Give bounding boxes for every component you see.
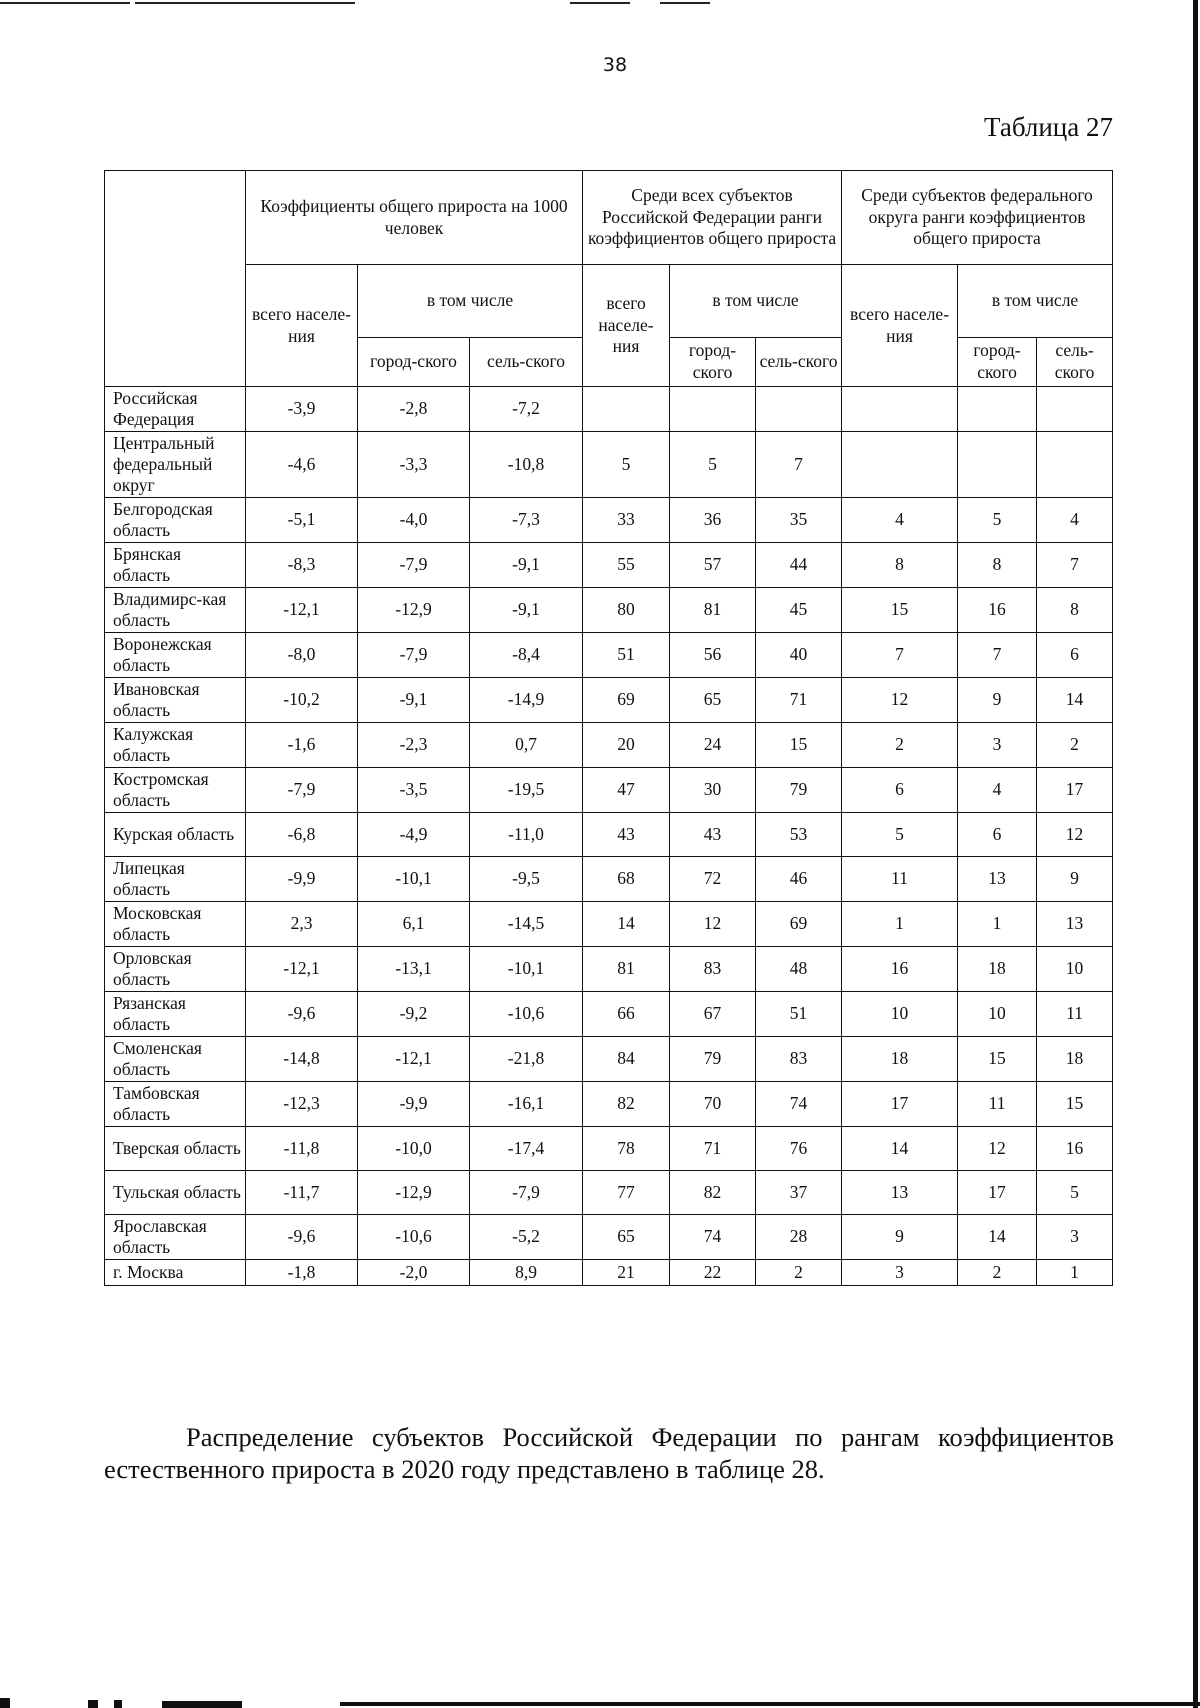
table-cell: 24: [670, 723, 756, 768]
table-cell: 15: [756, 723, 842, 768]
table-cell: 7: [958, 633, 1037, 678]
table-cell: -7,9: [358, 633, 470, 678]
table-cell: 15: [958, 1037, 1037, 1082]
table-cell: [583, 387, 670, 432]
table-cell: 3: [842, 1260, 958, 1286]
table-cell: 33: [583, 498, 670, 543]
table-cell: -9,9: [246, 857, 358, 902]
table-cell: -1,8: [246, 1260, 358, 1286]
header-incl: в том числе: [670, 265, 842, 338]
header-incl: в том числе: [958, 265, 1113, 338]
header-total: всего населе-ния: [583, 265, 670, 387]
table-row: [105, 947, 1113, 992]
table-cell: 16: [958, 588, 1037, 633]
region-name: Тверская область: [105, 1127, 246, 1171]
header-urban: город-ского: [670, 338, 756, 387]
table-cell: 12: [842, 678, 958, 723]
table-cell: 16: [842, 947, 958, 992]
table-row: [105, 498, 1113, 543]
region-name: Костромская область: [105, 768, 246, 813]
table-cell: 4: [958, 768, 1037, 813]
header-rural: сель-ского: [470, 338, 583, 387]
table-cell: 46: [756, 857, 842, 902]
table-cell: 45: [756, 588, 842, 633]
page-number: 38: [602, 54, 628, 76]
table-row: [105, 678, 1113, 723]
table-cell: 36: [670, 498, 756, 543]
table-cell: 7: [1037, 543, 1113, 588]
table-cell: 16: [1037, 1127, 1113, 1171]
region-name: Белгородская область: [105, 498, 246, 543]
table-cell: 0,7: [470, 723, 583, 768]
table-cell: 81: [583, 947, 670, 992]
table-cell: 65: [583, 1215, 670, 1260]
table-cell: 15: [1037, 1082, 1113, 1127]
table-cell: 5: [1037, 1171, 1113, 1215]
table-cell: 3: [1037, 1215, 1113, 1260]
table-cell: 1: [842, 902, 958, 947]
table-cell: 8: [958, 543, 1037, 588]
table-cell: [842, 387, 958, 432]
table-cell: 55: [583, 543, 670, 588]
header-rural: сель-ского: [1037, 338, 1113, 387]
header-urban: город-ского: [958, 338, 1037, 387]
table-cell: -7,9: [246, 768, 358, 813]
table-cell: 4: [1037, 498, 1113, 543]
table-cell: 77: [583, 1171, 670, 1215]
table-cell: 51: [583, 633, 670, 678]
table-row: [105, 1127, 1113, 1171]
data-table: [104, 170, 1113, 1286]
table-cell: [670, 387, 756, 432]
table-cell: 80: [583, 588, 670, 633]
table-cell: 79: [756, 768, 842, 813]
header-coefficients: Коэффициенты общего прироста на 1000 человек: [246, 171, 583, 265]
region-name: Владимирс-кая область: [105, 588, 246, 633]
table-row: [105, 857, 1113, 902]
table-cell: 78: [583, 1127, 670, 1171]
table-row: [105, 1260, 1113, 1286]
table-cell: 56: [670, 633, 756, 678]
table-cell: -4,9: [358, 813, 470, 857]
table-cell: 8,9: [470, 1260, 583, 1286]
region-name: Тамбовская область: [105, 1082, 246, 1127]
table-cell: 13: [1037, 902, 1113, 947]
table-cell: 51: [756, 992, 842, 1037]
table-cell: 84: [583, 1037, 670, 1082]
table-cell: -2,0: [358, 1260, 470, 1286]
table-cell: 18: [958, 947, 1037, 992]
region-name: Ярославская область: [105, 1215, 246, 1260]
header-rf-ranks: Среди всех субъектов Российской Федерации ранги коэффициентов общего прироста: [583, 171, 842, 265]
table-cell: -7,9: [358, 543, 470, 588]
table-cell: -4,6: [246, 432, 358, 498]
table-cell: -8,4: [470, 633, 583, 678]
scan-edge: [1193, 0, 1198, 1708]
table-cell: -2,3: [358, 723, 470, 768]
table-cell: 17: [958, 1171, 1037, 1215]
table-cell: -12,1: [246, 947, 358, 992]
table-cell: 14: [1037, 678, 1113, 723]
table-cell: 22: [670, 1260, 756, 1286]
table-cell: -12,1: [358, 1037, 470, 1082]
table-cell: 10: [842, 992, 958, 1037]
table-cell: -10,6: [358, 1215, 470, 1260]
table-cell: 82: [670, 1171, 756, 1215]
scan-artifact-bottom: [0, 1696, 1200, 1708]
table-cell: 68: [583, 857, 670, 902]
table-cell: 2: [756, 1260, 842, 1286]
table-cell: 17: [1037, 768, 1113, 813]
region-name: Российская Федерация: [105, 387, 246, 432]
table-cell: 17: [842, 1082, 958, 1127]
table-cell: [1037, 432, 1113, 498]
region-name: Ивановская область: [105, 678, 246, 723]
table-cell: 74: [756, 1082, 842, 1127]
table-cell: [842, 432, 958, 498]
table-cell: 18: [842, 1037, 958, 1082]
table-cell: -9,9: [358, 1082, 470, 1127]
table-cell: -10,6: [470, 992, 583, 1037]
table-cell: 44: [756, 543, 842, 588]
table-row: [105, 992, 1113, 1037]
table-body: [105, 387, 1113, 1286]
table-cell: -3,9: [246, 387, 358, 432]
table-cell: 11: [1037, 992, 1113, 1037]
table-cell: 14: [958, 1215, 1037, 1260]
table-cell: -9,1: [358, 678, 470, 723]
table-cell: 14: [583, 902, 670, 947]
table-cell: 7: [756, 432, 842, 498]
table-header: [105, 171, 1113, 387]
table-cell: 53: [756, 813, 842, 857]
table-cell: 6: [958, 813, 1037, 857]
table-row: [105, 588, 1113, 633]
region-name: Орловская область: [105, 947, 246, 992]
table-cell: 82: [583, 1082, 670, 1127]
table-row: [105, 1082, 1113, 1127]
table-cell: 13: [842, 1171, 958, 1215]
table-cell: -3,3: [358, 432, 470, 498]
table-cell: 12: [958, 1127, 1037, 1171]
table-cell: -10,0: [358, 1127, 470, 1171]
table-cell: 14: [842, 1127, 958, 1171]
table-cell: -10,1: [358, 857, 470, 902]
table-cell: -6,8: [246, 813, 358, 857]
table-cell: 30: [670, 768, 756, 813]
table-cell: 2,3: [246, 902, 358, 947]
table-cell: -9,1: [470, 588, 583, 633]
table-cell: -19,5: [470, 768, 583, 813]
table-cell: 81: [670, 588, 756, 633]
table-cell: 9: [958, 678, 1037, 723]
body-paragraph: Распределение субъектов Российской Федерации по рангам коэффициентов естественного прироста в 2020 году представлено в таблице 28.: [104, 1422, 1114, 1485]
table-cell: 76: [756, 1127, 842, 1171]
table-row: [105, 902, 1113, 947]
table-cell: -10,1: [470, 947, 583, 992]
table-cell: -14,9: [470, 678, 583, 723]
table-cell: -12,9: [358, 588, 470, 633]
table-cell: -9,5: [470, 857, 583, 902]
table-cell: 83: [670, 947, 756, 992]
table-cell: -9,6: [246, 1215, 358, 1260]
table-cell: -11,7: [246, 1171, 358, 1215]
table-row: [105, 1215, 1113, 1260]
header-incl: в том числе: [358, 265, 583, 338]
table-cell: -12,3: [246, 1082, 358, 1127]
table-cell: -10,8: [470, 432, 583, 498]
region-name: г. Москва: [105, 1260, 246, 1286]
region-name: Брянская область: [105, 543, 246, 588]
region-name: Центральный федеральный округ: [105, 432, 246, 498]
table-row: [105, 1171, 1113, 1215]
table-cell: 71: [756, 678, 842, 723]
table-cell: [958, 387, 1037, 432]
header-rural: сель-ского: [756, 338, 842, 387]
table-cell: -7,9: [470, 1171, 583, 1215]
table-cell: -16,1: [470, 1082, 583, 1127]
scan-artifact-top: [0, 0, 1200, 10]
table-cell: [1037, 387, 1113, 432]
table-row: [105, 432, 1113, 498]
table-cell: -5,2: [470, 1215, 583, 1260]
table-cell: 79: [670, 1037, 756, 1082]
table-cell: -9,6: [246, 992, 358, 1037]
table-cell: 65: [670, 678, 756, 723]
table-cell: -8,3: [246, 543, 358, 588]
table-cell: 11: [958, 1082, 1037, 1127]
table-cell: 37: [756, 1171, 842, 1215]
table-cell: 6,1: [358, 902, 470, 947]
region-name: Воронежская область: [105, 633, 246, 678]
table-cell: -8,0: [246, 633, 358, 678]
table-cell: 4: [842, 498, 958, 543]
table-cell: 8: [1037, 588, 1113, 633]
table-cell: -7,3: [470, 498, 583, 543]
table-cell: 5: [842, 813, 958, 857]
header-urban: город-ского: [358, 338, 470, 387]
table-row: [105, 723, 1113, 768]
table-row: [105, 543, 1113, 588]
table-cell: -12,9: [358, 1171, 470, 1215]
table-row: [105, 768, 1113, 813]
table-row: [105, 1037, 1113, 1082]
table-cell: 69: [756, 902, 842, 947]
table-cell: 48: [756, 947, 842, 992]
table-cell: 70: [670, 1082, 756, 1127]
table-cell: 9: [842, 1215, 958, 1260]
table-cell: 67: [670, 992, 756, 1037]
table-cell: 69: [583, 678, 670, 723]
table-cell: -9,1: [470, 543, 583, 588]
table-cell: 7: [842, 633, 958, 678]
table-cell: 5: [958, 498, 1037, 543]
table-row: [105, 633, 1113, 678]
table-cell: 20: [583, 723, 670, 768]
table-cell: 1: [1037, 1260, 1113, 1286]
header-total: всего населе-ния: [246, 265, 358, 387]
table-cell: [958, 432, 1037, 498]
table-cell: -4,0: [358, 498, 470, 543]
table-cell: 2: [958, 1260, 1037, 1286]
table-cell: 8: [842, 543, 958, 588]
table-cell: 72: [670, 857, 756, 902]
table-cell: 40: [756, 633, 842, 678]
table-cell: -21,8: [470, 1037, 583, 1082]
table-cell: 74: [670, 1215, 756, 1260]
table-cell: 18: [1037, 1037, 1113, 1082]
table-cell: 13: [958, 857, 1037, 902]
table-cell: -13,1: [358, 947, 470, 992]
table-cell: -2,8: [358, 387, 470, 432]
table-cell: 35: [756, 498, 842, 543]
region-name: Тульская область: [105, 1171, 246, 1215]
table-cell: 47: [583, 768, 670, 813]
table-cell: 6: [1037, 633, 1113, 678]
table-row: [105, 387, 1113, 432]
header-region-cell: [105, 171, 246, 387]
region-name: Калужская область: [105, 723, 246, 768]
region-name: Рязанская область: [105, 992, 246, 1037]
table-cell: 43: [670, 813, 756, 857]
table-cell: 1: [958, 902, 1037, 947]
region-name: Курская область: [105, 813, 246, 857]
table-cell: 2: [842, 723, 958, 768]
table-cell: 10: [958, 992, 1037, 1037]
table-cell: -14,8: [246, 1037, 358, 1082]
table-cell: -5,1: [246, 498, 358, 543]
table-title: Таблица 27: [984, 112, 1113, 142]
table-cell: 5: [583, 432, 670, 498]
table-cell: 3: [958, 723, 1037, 768]
table-cell: 15: [842, 588, 958, 633]
table-cell: 12: [1037, 813, 1113, 857]
header-total: всего населе-ния: [842, 265, 958, 387]
table-cell: [756, 387, 842, 432]
table-cell: 71: [670, 1127, 756, 1171]
table-cell: -11,0: [470, 813, 583, 857]
table-cell: 6: [842, 768, 958, 813]
table-cell: 57: [670, 543, 756, 588]
table-cell: 12: [670, 902, 756, 947]
table-cell: 10: [1037, 947, 1113, 992]
table-cell: 28: [756, 1215, 842, 1260]
table-cell: -14,5: [470, 902, 583, 947]
table-row: [105, 813, 1113, 857]
table-cell: 5: [670, 432, 756, 498]
table-cell: 43: [583, 813, 670, 857]
table-cell: -11,8: [246, 1127, 358, 1171]
table-cell: -12,1: [246, 588, 358, 633]
table-cell: -9,2: [358, 992, 470, 1037]
table-cell: 9: [1037, 857, 1113, 902]
region-name: Липецкая область: [105, 857, 246, 902]
table-cell: -17,4: [470, 1127, 583, 1171]
table-cell: 83: [756, 1037, 842, 1082]
table-cell: 66: [583, 992, 670, 1037]
region-name: Смоленская область: [105, 1037, 246, 1082]
table-cell: -7,2: [470, 387, 583, 432]
table-cell: 21: [583, 1260, 670, 1286]
table-cell: -3,5: [358, 768, 470, 813]
table-cell: -10,2: [246, 678, 358, 723]
table-cell: 11: [842, 857, 958, 902]
table-cell: -1,6: [246, 723, 358, 768]
region-name: Московская область: [105, 902, 246, 947]
header-fd-ranks: Среди субъектов федерального округа ранги коэффициентов общего прироста: [842, 171, 1113, 265]
table-cell: 2: [1037, 723, 1113, 768]
